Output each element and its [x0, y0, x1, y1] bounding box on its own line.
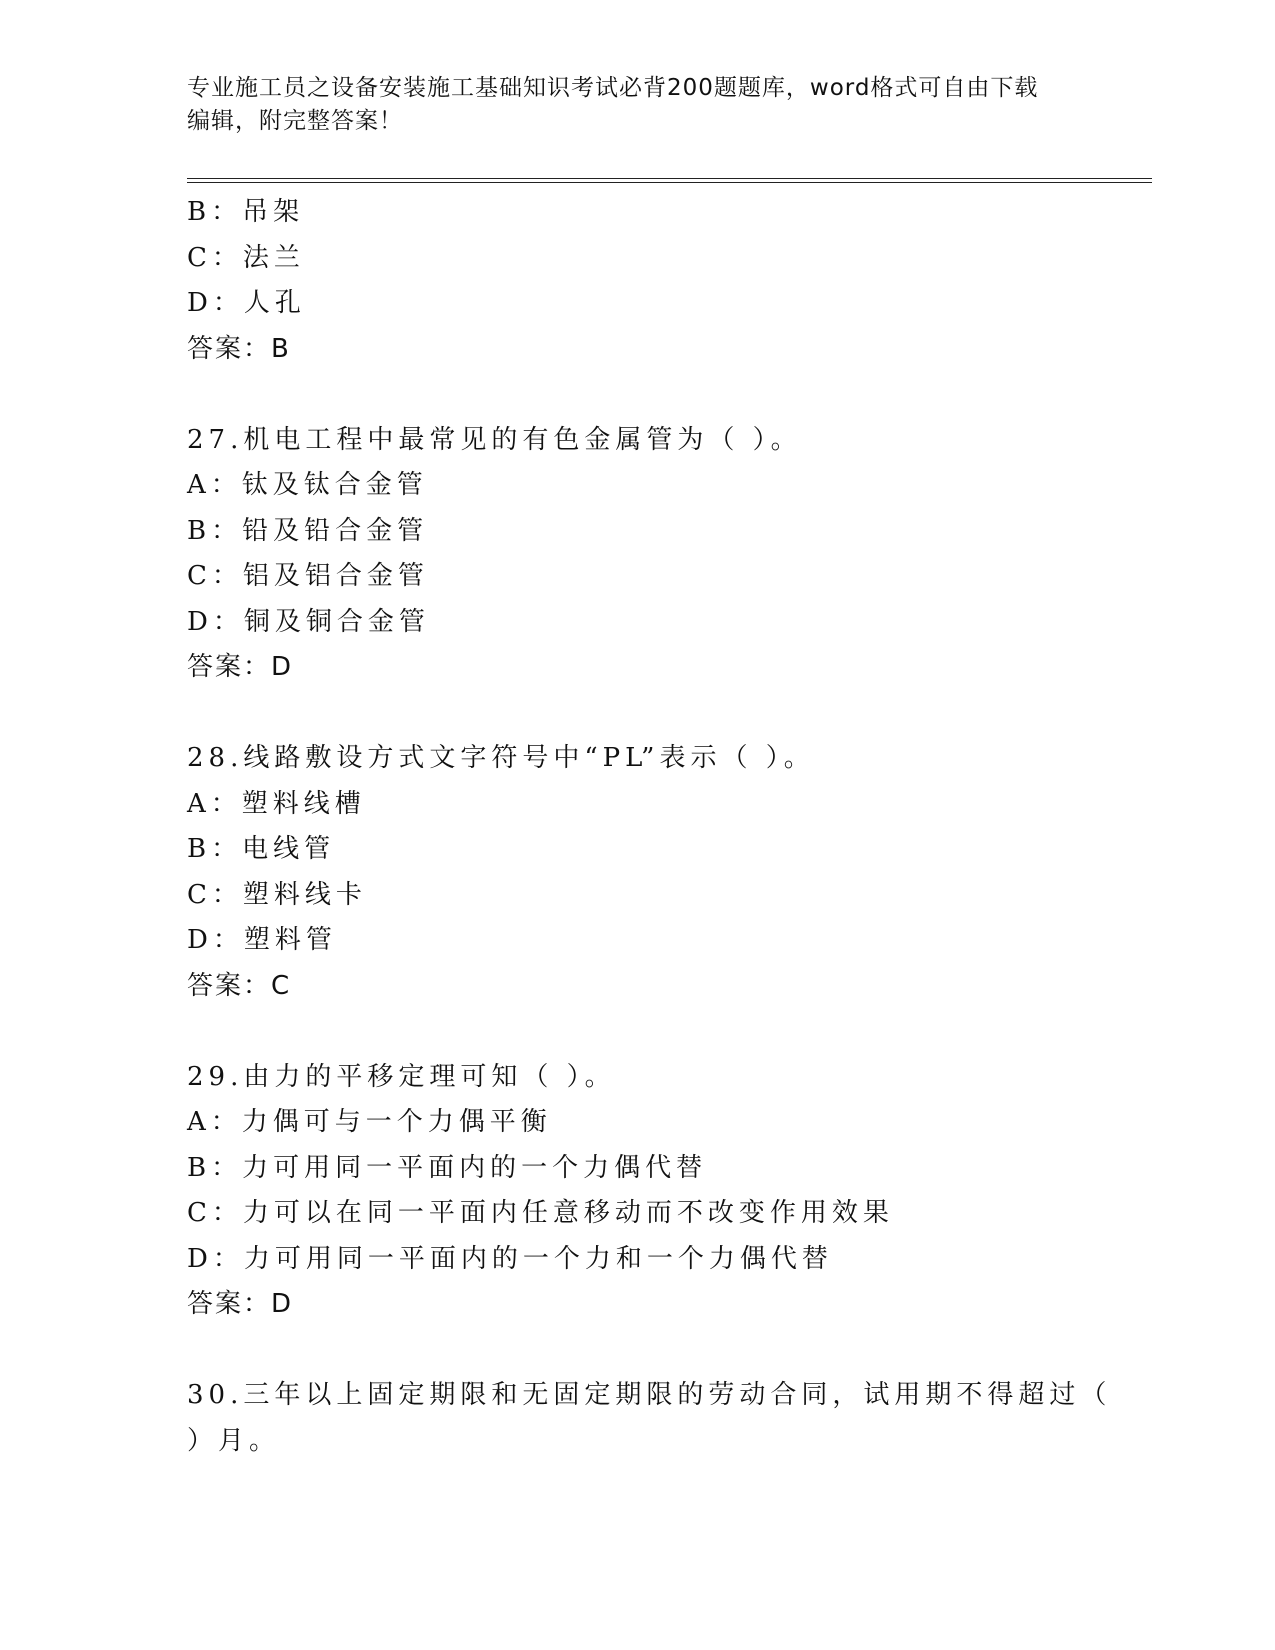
question-28	[187, 736, 1087, 1009]
question-stem: 29.由力的平移定理可知（ ）。	[187, 1061, 616, 1092]
spacer	[187, 691, 1087, 737]
option-b: B：铅及铅合金管	[187, 515, 429, 546]
document-header	[187, 72, 1087, 138]
option-d: D：力可用同一平面内的一个力和一个力偶代替	[187, 1243, 833, 1274]
option-c: C：铝及铝合金管	[187, 561, 429, 591]
spacer	[187, 1328, 1087, 1374]
answer: 答案：D	[187, 652, 294, 682]
question-26-tail	[187, 190, 1087, 372]
question-27	[187, 418, 1087, 691]
header-divider-thick	[187, 178, 1152, 179]
question-stem: 28.线路敷设方式文字符号中“PL”表示（ ）。	[187, 743, 815, 773]
answer: 答案：D	[187, 1289, 294, 1319]
option-a: A：力偶可与一个力偶平衡	[187, 1107, 552, 1137]
option-a: A：塑料线槽	[187, 788, 366, 819]
option-b: B：吊架	[187, 197, 305, 227]
answer: 答案：C	[187, 970, 292, 1001]
question-stem-line-1: 30.三年以上固定期限和无固定期限的劳动合同，试用期不得超过（	[187, 1380, 1112, 1410]
option-c: C：力可以在同一平面内任意移动而不改变作用效果	[187, 1198, 894, 1228]
question-29	[187, 1055, 1087, 1328]
question-stem: 27.机电工程中最常见的有色金属管为（ ）。	[187, 424, 802, 455]
option-d: D：人孔	[187, 288, 306, 318]
answer: 答案：B	[187, 333, 291, 364]
option-c: C：塑料线卡	[187, 879, 367, 910]
header-line-1: 专业施工员之设备安装施工基础知识考试必背200题题库，word格式可自由下载	[187, 75, 1039, 101]
option-b: B：电线管	[187, 834, 336, 864]
header-divider-thin	[187, 182, 1152, 183]
question-stem-line-2: ）月。	[187, 1425, 281, 1456]
option-c: C：法兰	[187, 242, 305, 273]
spacer	[187, 1009, 1087, 1055]
question-30	[187, 1373, 1112, 1464]
option-b: B：力可用同一平面内的一个力偶代替	[187, 1152, 708, 1183]
question-list	[187, 190, 1112, 1464]
option-d: D：铜及铜合金管	[187, 606, 430, 637]
option-d: D：塑料管	[187, 925, 337, 955]
option-a: A：钛及钛合金管	[187, 470, 428, 500]
spacer	[187, 372, 1087, 418]
header-line-2: 编辑，附完整答案！	[187, 108, 403, 134]
